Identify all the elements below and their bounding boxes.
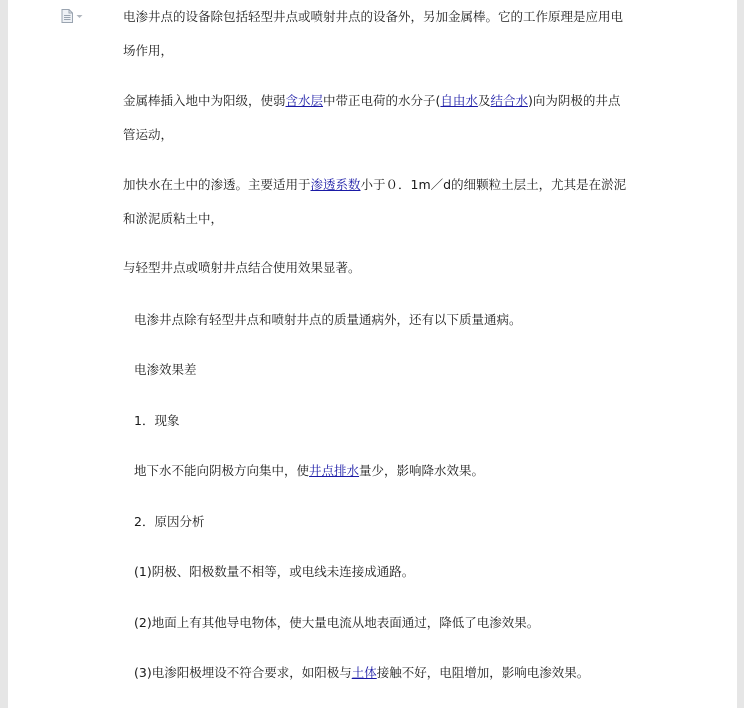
paragraph-3-text-a: 加快水在土中的渗透。主要适用于	[123, 177, 311, 192]
document-menu[interactable]	[61, 8, 89, 24]
link-free-water[interactable]: 自由水	[440, 93, 478, 108]
paragraph-12-text-a: (3)电渗阳极埋设不符合要求，如阳极与	[134, 665, 352, 680]
paragraph-12	[134, 664, 589, 681]
paragraph-2-text-c: 及	[477, 93, 491, 108]
paragraph-2	[123, 92, 620, 143]
paragraph-3-text-b: 小于０．1m／d的细颗粒土层土，尤其是在淤泥	[360, 177, 627, 192]
paragraph-10: (1)阴极、阳极数量不相等，或电线未连接成通路。	[134, 564, 415, 579]
document-page	[8, 0, 737, 708]
chevron-down-icon	[76, 14, 83, 19]
paragraph-12-text-b: 接触不好，电阻增加，影响电渗效果。	[376, 665, 590, 680]
paragraph-3	[123, 176, 626, 227]
paragraph-9: 2．原因分析	[134, 514, 205, 529]
paragraph-3-line-2: 和淤泥质粘土中，	[123, 211, 224, 226]
paragraph-2-text-d: )向为阴极的井点	[527, 93, 621, 108]
link-permeability-coefficient[interactable]: 渗透系数	[310, 177, 361, 192]
link-aquifer[interactable]: 含水层	[285, 93, 324, 108]
paragraph-8-text-a: 地下水不能向阴极方向集中，使	[134, 463, 310, 478]
link-soil-mass[interactable]: 土体	[351, 665, 377, 680]
paragraph-4: 与轻型井点或喷射井点结合使用效果显著。	[123, 260, 361, 275]
document-icon	[61, 9, 73, 23]
paragraph-8-text-b: 量少，影响降水效果。	[359, 463, 485, 478]
link-wellpoint-drainage[interactable]: 井点排水	[309, 463, 360, 478]
paragraph-3-line-1	[123, 176, 626, 193]
paragraph-1	[123, 8, 623, 59]
paragraph-6: 电渗效果差	[134, 362, 197, 377]
paragraph-5: 电渗井点除有轻型井点和喷射井点的质量通病外，还有以下质量通病。	[134, 312, 522, 327]
paragraph-2-line-1	[123, 92, 620, 109]
paragraph-1-line-1: 电渗井点的设备除包括轻型井点或喷射井点的设备外，另加金属棒。它的工作原理是应用电	[123, 9, 624, 24]
paragraph-2-text-a: 金属棒插入地中为阳级，使弱	[123, 93, 286, 108]
paragraph-7: 1．现象	[134, 413, 180, 428]
paragraph-2-line-2: 管运动，	[123, 127, 174, 142]
paragraph-8	[134, 462, 484, 479]
paragraph-2-text-b: 中带正电荷的水分子(	[323, 93, 441, 108]
paragraph-11: (2)地面上有其他导电物体，使大量电流从地表面通过，降低了电渗效果。	[134, 615, 540, 630]
link-bound-water[interactable]: 结合水	[490, 93, 528, 108]
paragraph-1-line-2: 场作用，	[123, 43, 174, 58]
